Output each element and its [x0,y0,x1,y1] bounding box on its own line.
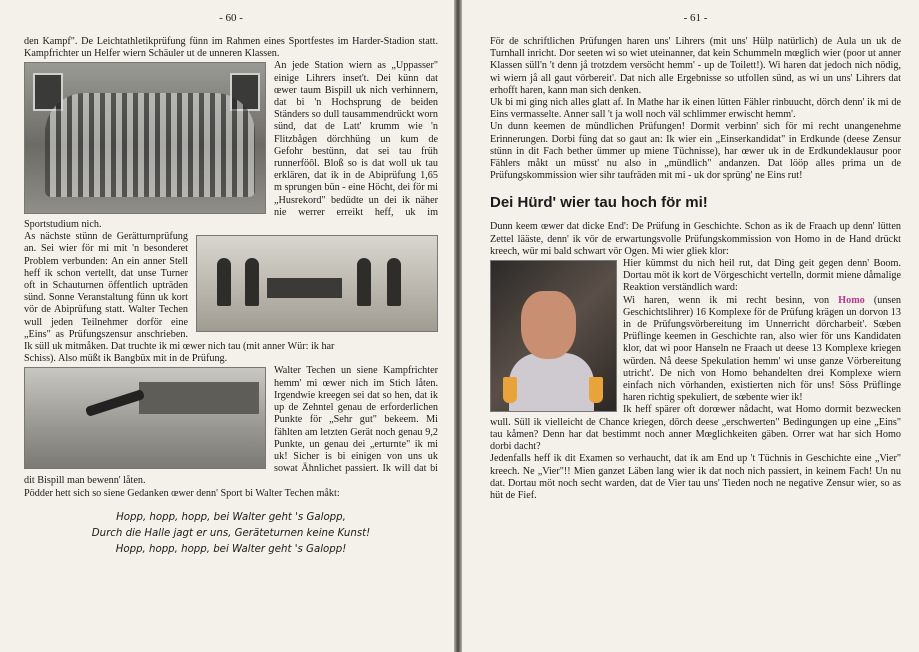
table-shape [267,278,342,298]
paragraph-intro: den Kampf". De Leichtathletikprüfung fünn im Rahmen eines Sportfestes im Harder-Stadion statt. Kampfrichter un Helfer wiern Schäuler ut de unneren Klassen. [24,36,438,60]
person-figure [387,258,401,306]
page-number-right: - 61 - [683,12,708,24]
building-shape [139,382,259,414]
teacher-portrait-photo [490,260,617,412]
paragraph-speculation-rest: (unsen Geschichtslihrer) 16 Komplexe för de Prüfung krägen un dorvon 13 in de Prüfungsvörbereitung im Unnerricht dörcharbeit'. Sœben Prüflinge keemen in Geschichte ran, also wier för uns Kandidaten klor, dat wi poor Hanseln ne Fraach ut deese 13 Komplexe kriegen würden. Nå deese Spekulation hemm' wi unse ganze Vörbereitung utricht'. De nich von Homo behandelten drei Komplexe wiern einfach nich vörhanden, existierten nich för uns! Söss Prüflinge haren richtig spekuliert, de sœbente wier ik! [623,294,902,404]
poem [24,510,438,558]
person-figure [357,258,371,306]
paragraph-result: Jedenfalls heff ik dit Examen so verhaucht, dat ik am End up 't Tüchnis in Geschichte eine „Vier" kreech. Ne „Vier"!! Mien ganzet Läben lang wier ik dat noch nich passiert, in keinem Fach! Un nu dat. Dortau möt noch secht warden, dat de Vier tau uns' Tieden noch ne negative Zensur wier, so as hüt de Fief. [490,453,901,501]
poem-line: Hopp, hopp, hopp, bei Walter geht 's Galopp! [115,543,347,555]
paragraph-station: An jede Station wiern as „Uppasser" einige Lihrers inset't. Dei künn dat œwer taum Bispill uk nich verhinnern, dat bi 'n Hochsprung de beiden Ständers so dull tausammendrückt worn sünd, dat de Latt' krumm wie 'n Flitzbågen dörchhüng un kum de Gefohr bestünn, dat sei tau früh runnerföôl. Bloß so is dat woll uk tau erklären, dat ik in de Abiprüfung 1,65 m sprungen bün - eine Höcht, dei för mi „Husrekord" bedüdte un dei ik näher nie werrer erreikt heff, uk im Sportstudium nich. [24,60,438,231]
poem-line: Hopp, hopp, hopp, bei Walter geht 's Galopp, [116,511,346,523]
paragraph-turnen: As nächste stünn de Gerätturnprüfung an. Sei wier för mi mit 'n besonderet Problem verbunden: An ein anner Stell heff ik schon vertellt, dat unse Turner oft in Schauturnen öffentlich upträden sünd. Sonne Veranstaltung fünn uk kort vör de Abiprüfung statt. Walter Techen wull jeden Teilnehmer dorför eine „Eins" as Prüfungszensur anschrieben. Ik süll uk mitmåken. Dat truchte ik mi œwer nich tau (mit anner Wür: ik har [24,231,335,353]
high-jump-photo [24,367,266,469]
class-group-photo [24,62,266,214]
paragraph-oral-exams: Un dunn keemen de mündlichen Prüfungen! Dormit verbinn' sich för mi recht unangenehme Erinnerungen. Dorbi füng dat so gaut an: Ik wier ein „Einserkandidat" in Erdkunde (deese Zensur stünn in dit Fach bether ümmer up miene Tüchnisse), har œwer uk in de Erdkundeklausur poor Fählers måkt un müsst' nu also in „mündlich" andanzen. Dat lööp alles prima un de Prüfungskommission wier sihr taufräden mit mi - uk dor sprüng' ne Eins rut! [490,121,901,182]
jumper-figure [85,389,145,417]
poem-line: Durch die Halle jagt er uns, Geräteturnen keine Kunst! [91,527,371,539]
paragraph-math: Uk bi mi ging nich alles glatt af. In Mathe har ik einen lütten Fähler rinbuucht, dörch denn' ik mi de Eins vermasselte. Anner sall 't ja woll noch väl schlimmer erwischt hemm'. [490,97,901,121]
paragraph-speculation-start: Wi haren, wenn ik mi recht besinn, von [623,294,830,306]
section-heading: Dei Hürd' wier tau hoch för mi! [490,194,708,212]
left-page [0,0,454,652]
person-figure [245,258,259,306]
paragraph-techen: Walter Techen un siene Kampfrichter hemm' mi œwer nich im Stich låten. Irgendwie kreegen sei dat so hen, dat ik up de Zehntel genau de erforderlichen Punkte för „Sehr gut" bekeem. Mi fählten am letzten Gerät noch genau 9,2 Punkte, un genau dei „erturnte" ik mi uk! Sicher is bi einigen von uns uk sowat Ähnlichet passiert. Ik will dat bi dit Bispill man bewenn' låten. [24,365,438,487]
face-shape [521,291,576,359]
paragraph-schiss: Schiss). Also müßt ik Bangbüx mit in de Prüfung. [24,353,228,365]
glass-shape [589,377,603,403]
paragraph-history-intro: Dunn keem œwer dat dicke End': De Prüfung in Geschichte. Schon as ik de Fraach up denn' lütten Zettel lääste, denn' ik vör de erwartungsvolle Prüfungskommission von Homo in de Hand drückt kreech, wür mi bald schwart vör Ogen. Mi wier gliek klor: [490,221,901,257]
teacher-name-highlight: Homo [838,294,865,306]
paragraph-poem-intro: Pödder hett sich so siene Gedanken œwer denn' Sport bi Walter Techen måkt: [24,487,340,499]
page-number-left: - 60 - [219,12,243,24]
paragraph-backstory: Hier kümmst du nich heil rut, dat Ding geit gegen denn' Boom. Dortau möt ik kort de Vörgeschicht vertelln, dormit miene dåmalige Reaktion verständlich ward: [623,258,902,294]
paragraph-reflection: Ik heff spärer oft dorœwer nådacht, wat Homo dormit bezwecken wull. Süll ik vielleicht de Chance kriegen, dörch deese „erschwerten" Bedingungen up eine „Eins" tau kåmen? Denn har dat bestimmt noch anner Mœglichkeiten gäben. Orrer wat har sich Homo dorbi dacht? [490,404,901,453]
book-gutter [454,0,462,652]
glass-shape [503,377,517,403]
student-group-shape [45,93,255,197]
right-page [462,0,919,652]
jury-table-photo [196,235,438,332]
shirt-shape [509,353,594,412]
person-figure [217,258,231,306]
paragraph-written-exams: För de schriftlichen Prüfungen haren uns' Lihrers (mit uns' Hülp natürlich) de Aula un uk de Turnhall inricht. Dor seeten wi so wiet uteinanner, dat kein Schummeln mœglich wier (poor ut anner Klassen süll'n 't denn jå trotzdem versöcht hemm' - up de Toilett!). Wi haren dat jedoch nich nödig, wi wiern jå all gaut vörbereit'. Dat nich alle Ergebnisse so utfollen sünd, as wi un uns' Lihrers dat erhofft haren, kann man sich denken. [490,36,901,96]
